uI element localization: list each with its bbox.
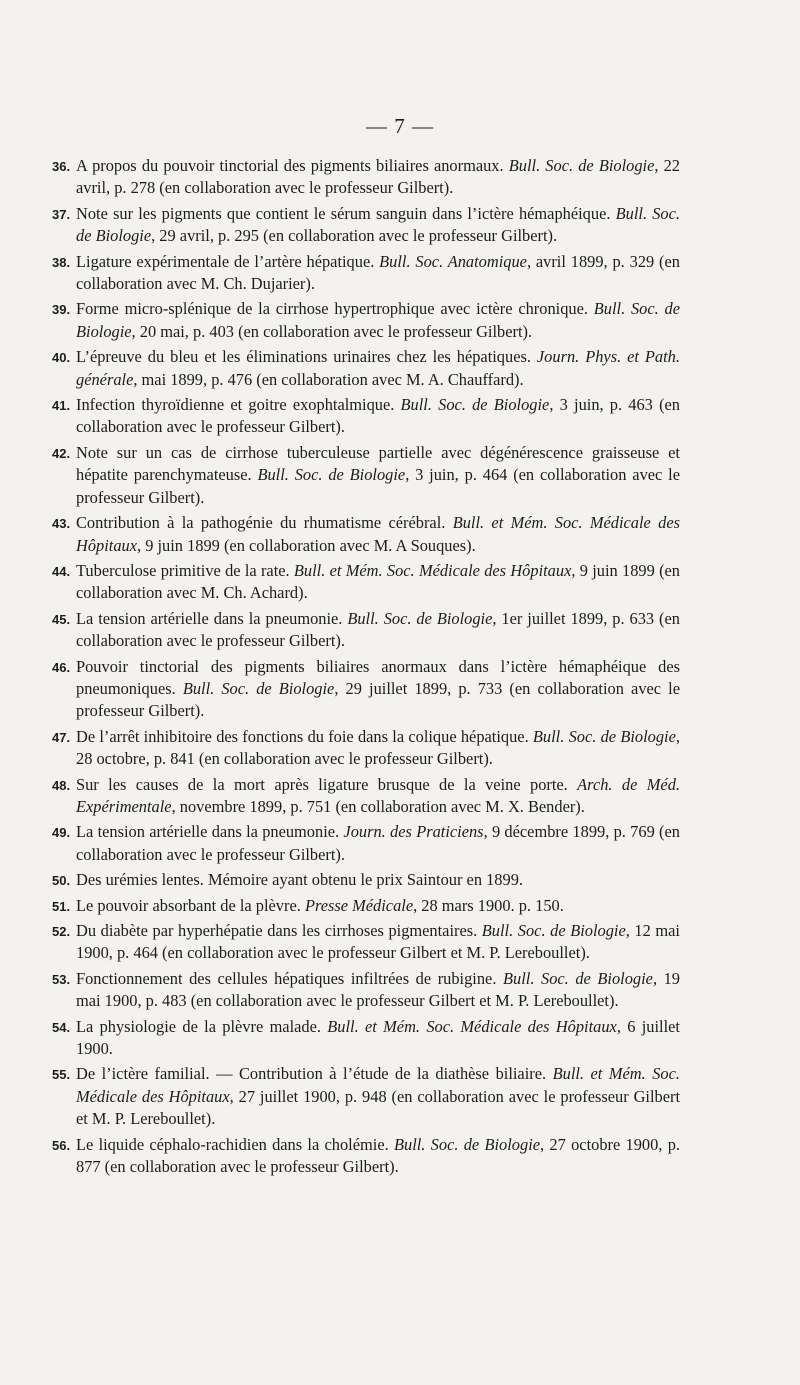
- entry-number: 47.: [52, 729, 71, 745]
- entry-text: Note sur les pigments que contient le sérum sanguin dans l’ictère hémaphéique. Bull. Soc. de Biologie, 29 avril, p. 295 (en collaboration avec le professeur Gilbert).: [76, 203, 680, 246]
- entry-number: 53.: [52, 971, 71, 987]
- entry-number: 37.: [52, 206, 71, 222]
- entry-number: 41.: [52, 398, 71, 414]
- publication-entry: [52, 1016, 680, 1061]
- entry-text: Note sur un cas de cirrhose tuberculeuse partielle avec dégénérescence graisseuse et hépatite parenchymateuse. Bull. Soc. de Biologie, 3 juin, p. 464 (en collaboration avec le professeur Gilbert).: [76, 442, 680, 507]
- publication-entry: [52, 394, 680, 439]
- publication-list: [52, 155, 680, 1181]
- publication-entry: [52, 442, 680, 509]
- entry-number: 38.: [52, 254, 71, 270]
- publication-entry: [52, 1063, 680, 1130]
- publication-entry: [52, 346, 680, 391]
- entry-text: Fonctionnement des cellules hépatiques infiltrées de rubigine. Bull. Soc. de Biologie, 19 mai 1900, p. 483 (en collaboration avec le professeur Gilbert et M. P. Lereboullet).: [76, 968, 681, 1011]
- entry-number: 56.: [52, 1137, 71, 1153]
- entry-text: A propos du pouvoir tinctorial des pigments biliaires anormaux. Bull. Soc. de Biologie, 22 avril, p. 278 (en collaboration avec le professeur Gilbert).: [76, 156, 680, 198]
- entry-number: 51.: [52, 898, 71, 914]
- entry-number: 48.: [52, 777, 71, 793]
- publication-entry: [52, 155, 680, 200]
- entry-number: 39.: [52, 302, 71, 318]
- entry-text: Ligature expérimentale de l’artère hépatique. Bull. Soc. Anatomique, avril 1899, p. 329 (en collaboration avec M. Ch. Dujarier).: [76, 251, 680, 294]
- entry-number: 44.: [52, 563, 71, 579]
- entry-number: 50.: [52, 873, 71, 889]
- entry-text: Contribution à la pathogénie du rhumatisme cérébral. Bull. et Mém. Soc. Médicale des Hôpitaux, 9 juin 1899 (en collaboration avec M. A Souques).: [76, 513, 680, 555]
- entry-text: Forme micro-splénique de la cirrhose hypertrophique avec ictère chronique. Bull. Soc. de Biologie, 20 mai, p. 403 (en collaboration avec le professeur Gilbert).: [76, 299, 681, 341]
- publication-entry: [52, 512, 680, 557]
- page-number: — 7 —: [366, 114, 434, 138]
- publication-entry: [52, 298, 680, 343]
- entry-text: La physiologie de la plèvre malade. Bull. et Mém. Soc. Médicale des Hôpitaux, 6 juillet 1900.: [76, 1016, 680, 1059]
- entry-number: 43.: [52, 516, 71, 532]
- entry-number: 49.: [52, 825, 71, 841]
- entry-text: De l’arrêt inhibitoire des fonctions du foie dans la colique hépatique. Bull. Soc. de Biologie, 28 octobre, p. 841 (en collaboration avec le professeur Gilbert).: [76, 726, 680, 769]
- entry-number: 42.: [52, 445, 71, 461]
- entry-text: Infection thyroïdienne et goitre exophtalmique. Bull. Soc. de Biologie, 3 juin, p. 463 (en collaboration avec le professeur Gilbert).: [76, 395, 680, 437]
- publication-entry: [52, 895, 680, 917]
- entry-text: Le pouvoir absorbant de la plèvre. Presse Médicale, 28 mars 1900. p. 150.: [76, 895, 564, 915]
- entry-text: La tension artérielle dans la pneumonie. Bull. Soc. de Biologie, 1er juillet 1899, p. 633 (en collaboration avec le professeur Gilbert).: [76, 608, 680, 651]
- publication-entry: [52, 869, 680, 891]
- entry-number: 52.: [52, 924, 71, 939]
- entry-text: Du diabète par hyperhépatie dans les cirrhoses pigmentaires. Bull. Soc. de Biologie, 12 mai 1900, p. 464 (en collaboration avec le professeur Gilbert et M. P. Lereboullet).: [76, 921, 680, 963]
- publication-entry: [52, 920, 680, 965]
- publication-entry: [52, 1134, 680, 1179]
- publication-entry: [52, 608, 680, 653]
- entry-number: 55.: [52, 1067, 71, 1083]
- publication-entry: [52, 203, 680, 248]
- entry-text: Des urémies lentes. Mémoire ayant obtenu le prix Saintour en 1899.: [76, 870, 523, 890]
- entry-text: Le liquide céphalo-rachidien dans la cholémie. Bull. Soc. de Biologie, 27 octobre 1900, p. 877 (en collaboration avec le professeur Gilbert).: [76, 1134, 680, 1177]
- entry-text: Pouvoir tinctorial des pigments biliaires anormaux dans l’ictère hémaphéique des pneumoniques. Bull. Soc. de Biologie, 29 juillet 1899, p. 733 (en collaboration avec le professeur Gilbert).: [76, 656, 680, 721]
- entry-number: 40.: [52, 350, 71, 366]
- publication-entry: [52, 251, 680, 296]
- publication-entry: [52, 726, 680, 771]
- publication-entry: [52, 774, 680, 819]
- entry-number: 36.: [52, 159, 71, 174]
- entry-text: De l’ictère familial. — Contribution à l’étude de la diathèse biliaire. Bull. et Mém. Soc. Médicale des Hôpitaux, 27 juillet 1900, p. 948 (en collaboration avec le professeur Gilbert et M. P. Lereboullet).: [76, 1064, 680, 1129]
- entry-number: 54.: [52, 1019, 71, 1035]
- publication-entry: [52, 968, 680, 1013]
- entry-text: Tuberculose primitive de la rate. Bull. et Mém. Soc. Médicale des Hôpitaux, 9 juin 1899 (en collaboration avec M. Ch. Achard).: [76, 560, 680, 603]
- entry-number: 45.: [52, 611, 71, 627]
- entry-text: Sur les causes de la mort après ligature brusque de la veine porte. Arch. de Méd. Expérimentale, novembre 1899, p. 751 (en collaboration avec M. X. Bender).: [76, 774, 680, 816]
- entry-text: La tension artérielle dans la pneumonie. Journ. des Praticiens, 9 décembre 1899, p. 769 (en collaboration avec le professeur Gilbert).: [76, 822, 680, 864]
- entry-number: 46.: [52, 659, 71, 675]
- entry-text: L’épreuve du bleu et les éliminations urinaires chez les hépatiques. Journ. Phys. et Path. générale, mai 1899, p. 476 (en collaboration avec M. A. Chauffard).: [76, 347, 680, 389]
- publication-entry: [52, 560, 680, 605]
- publication-entry: [52, 656, 680, 723]
- publication-entry: [52, 821, 680, 866]
